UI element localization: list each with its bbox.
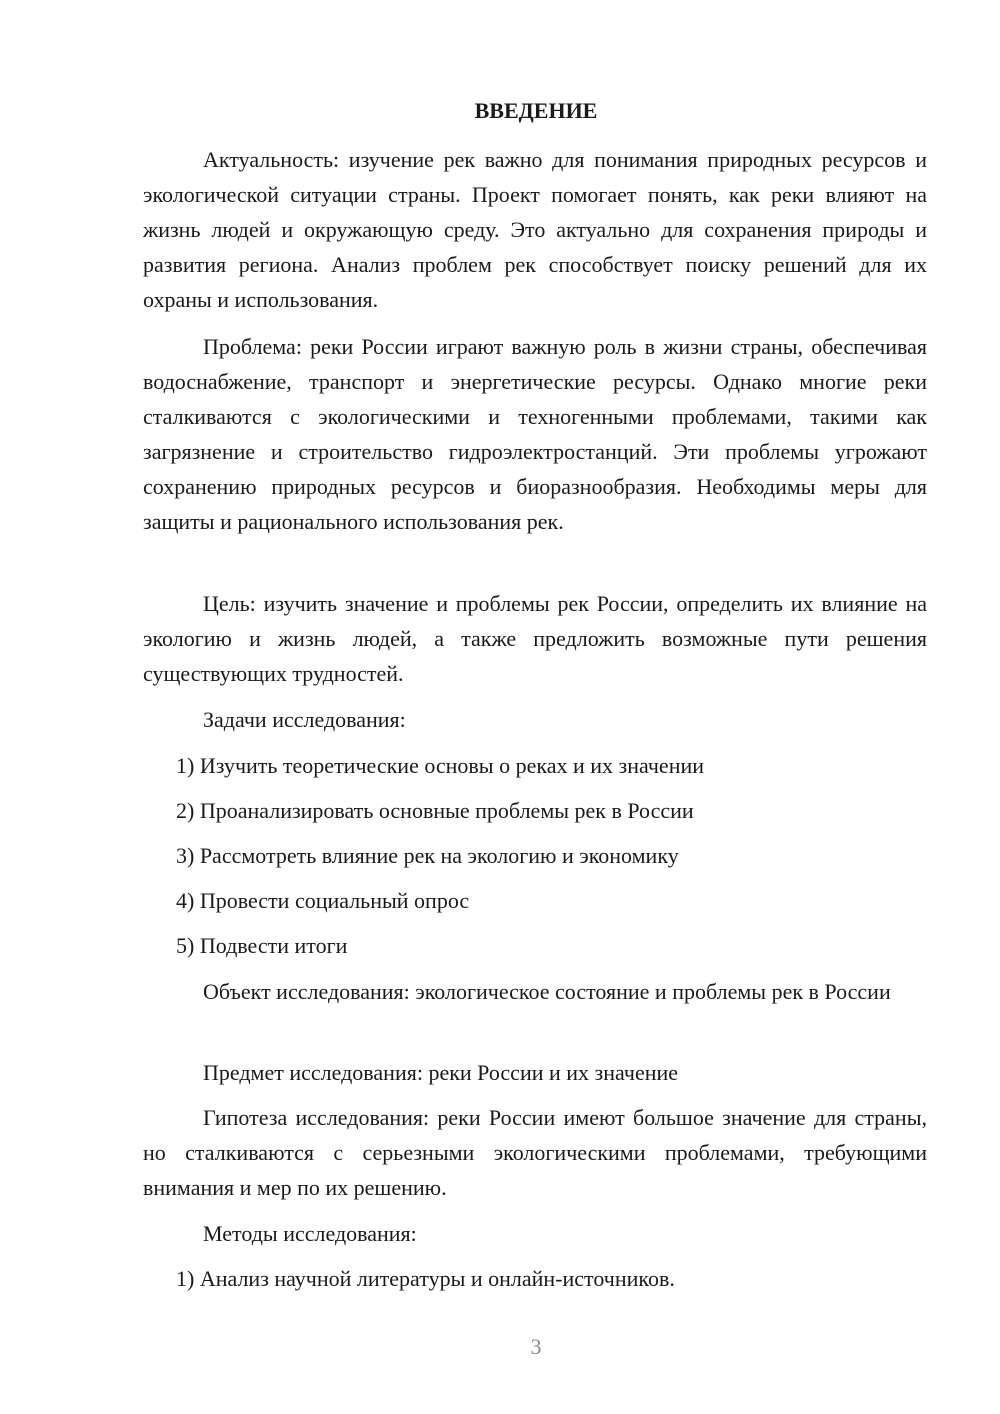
hypothesis-text: Гипотеза исследования: реки России имеют большое значение для страны, но сталкиваются с серьезными экологическими проблемами, требующими внимания и мер по их решению. [143,1105,927,1200]
relevance-text: Актуальность: изучение рек важно для понимания природных ресурсов и экологической ситуации страны. Проект помогает понять, как реки влияют на жизнь людей и окружающую среду. Это актуально для сохранения природы и развития региона. Анализ проблем рек способствует поиску решений для их охраны и использования. [143,147,927,312]
tasks-heading: Задачи исследования: [203,707,406,732]
methods-heading: Методы исследования: [203,1221,417,1246]
hypothesis-paragraph [143,1100,927,1205]
list-item: 3) Рассмотреть влияние рек на экологию и экономику [176,843,679,868]
object-text: Объект исследования: экологическое состояние и проблемы рек в России [203,979,891,1004]
page-title: ВВЕДЕНИЕ [474,98,598,123]
goal-text: Цель: изучить значение и проблемы рек России, определить их влияние на экологию и жизнь людей, а также предложить возможные пути решения существующих трудностей. [143,591,927,686]
list-item: 5) Подвести итоги [176,933,348,958]
list-item: 1) Изучить теоретические основы о реках и их значении [176,753,705,778]
problem-paragraph [143,329,927,539]
relevance-paragraph [143,142,927,317]
goal-paragraph [143,586,927,691]
subject-paragraph: Предмет исследования: реки России и их значение [203,1060,679,1085]
list-item: 2) Проанализировать основные проблемы рек в России [176,798,694,823]
problem-text: Проблема: реки России играют важную роль в жизни страны, обеспечивая водоснабжение, транспорт и энергетические ресурсы. Однако многие реки сталкиваются с экологическими и техногенными проблемами, такими как загрязнение и строительство гидроэлектростанций. Эти проблемы угрожают сохранению природных ресурсов и биоразнообразия. Необходимы меры для защиты и рационального использования рек. [143,334,927,534]
list-item: 4) Провести социальный опрос [176,888,470,913]
page-number: 3 [530,1334,542,1359]
object-paragraph [143,974,927,1009]
list-item: 1) Анализ научной литературы и онлайн-источников. [176,1266,675,1291]
